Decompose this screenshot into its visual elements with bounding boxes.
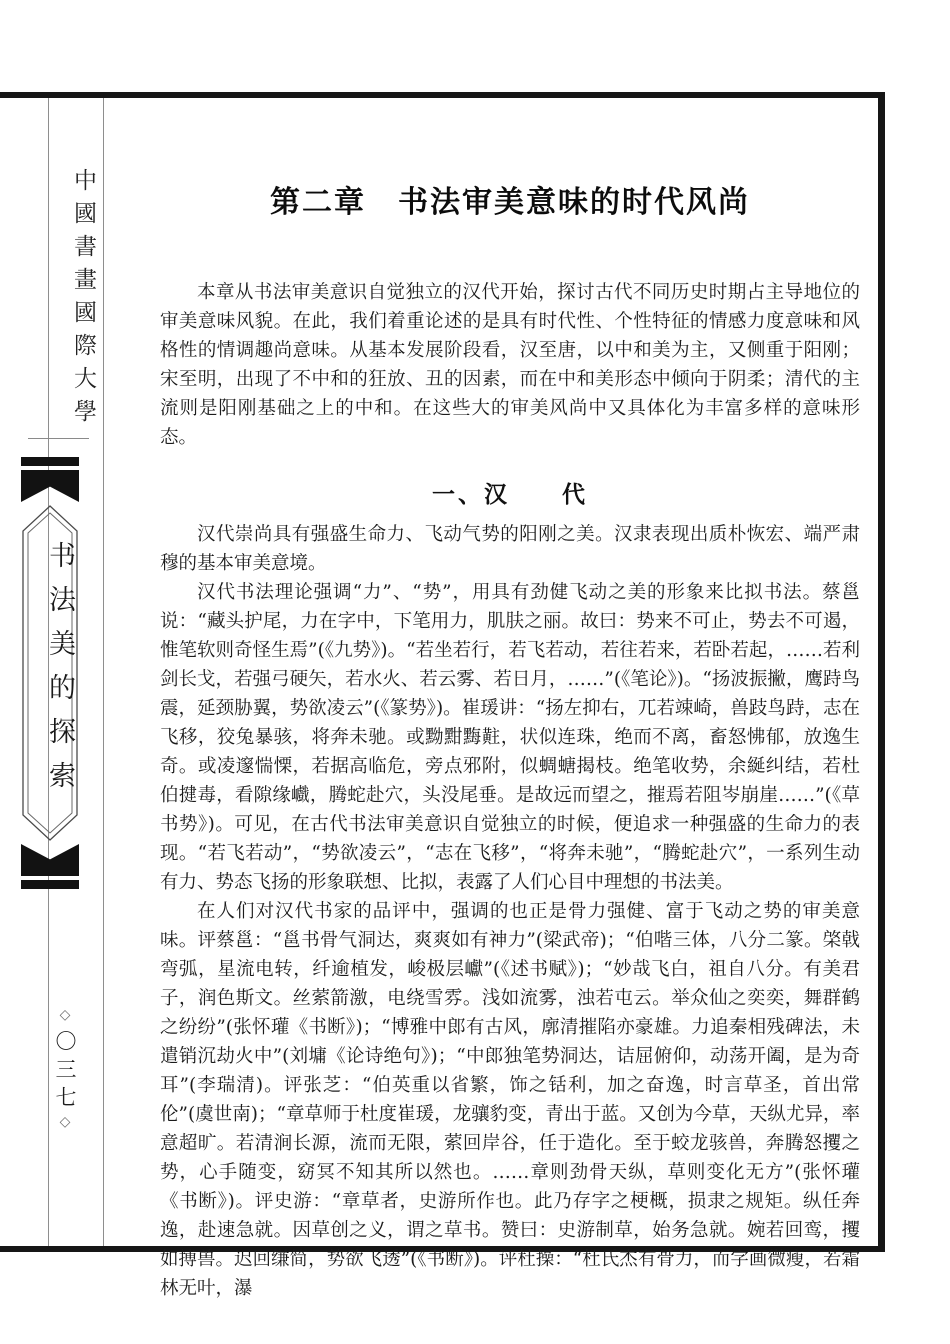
body-paragraph-1: 汉代崇尚具有强盛生命力、飞动气势的阳刚之美。汉隶表现出质朴恢宏、端严肃穆的基本审美意境。 [160, 524, 860, 574]
page-content [160, 98, 860, 1303]
sidebar-right-rule [103, 98, 104, 1246]
university-vertical-label: 中國書畫國際大學 [70, 168, 96, 432]
chapter-title: 第二章 书法审美意味的时代风尚 [270, 185, 750, 220]
banner-hexagon-box [21, 504, 79, 842]
series-spine-banner [21, 457, 79, 889]
banner-top-bar [21, 457, 79, 466]
diamond-icon: ◇ [57, 1114, 73, 1137]
folio-number [44, 1002, 80, 1142]
intro-paragraph: 本章从书法审美意识自觉独立的汉代开始，探讨古代不同历史时期占主导地位的审美意味风貌。在此，我们着重论述的是具有时代性、个性特征的情感力度意味和风格性的情调趣尚意味。从基本发展阶段看，汉至唐，以中和美为主，又侧重于阳刚；宋至明，出现了不中和的狂放、丑的因素，而在中和美形态中倾向于阴柔；清代的主流则是阳刚基础之上的中和。在这些大的审美风尚中又具体化为丰富多样的意味形态。 [160, 282, 860, 448]
banner-bottom-bar [21, 880, 79, 889]
folio-digits: 〇三七 [53, 1030, 77, 1114]
banner-ribbon-bottom [21, 844, 79, 876]
frame-right-bar [878, 92, 885, 1252]
section-heading: 一、汉 代 [432, 481, 588, 508]
book-title-vertical: 书法美的探索 [44, 541, 75, 805]
body-paragraph-3: 在人们对汉代书家的品评中，强调的也正是骨力强健、富于飞动之势的审美意味。评蔡邕：“邕书骨气洞达，爽爽如有神力”(梁武帝)；“伯喈三体，八分二篆。棨戟弯弧，星流电转，纤逾植发，峻极层巘”(《述书赋》)；“妙哉飞白，祖自八分。有美君子，润色斯文。丝萦箭激，电绕雪雰。浅如流雾，浊若屯云。举众仙之奕奕，舞群鹤之纷纷”(张怀瓘《书断》)；“博雅中郎有古风，廓清摧陷亦豪雄。力追秦相残碑法，未遣销沉劫火中”(刘墉《论诗绝句》)；“中郎独笔势洞达，诘屈俯仰，动荡开阖，是为奇耳”(李瑞清)。评张芝：“伯英重以省繁，饰之铦利，加之奋逸，时言草圣，首出常伦”(虞世南)；“章草师于杜度崔瑗，龙骧豹变，青出于蓝。又创为今草，天纵尤异，率意超旷。若清涧长源，流而无限，萦回岸谷，任于造化。至于蛟龙骇兽，奔腾怒攫之势，心手随变，窈冥不知其所以然也。……章则劲骨天纵，草则变化无方”(张怀瓘《书断》)。评史游：“章草者，史游所作也。此乃存字之梗概，损隶之规矩。纵任奔逸，赴速急就。因草创之义，谓之草书。赞曰：史游制草，始务急就。婉若回鸾，攫如搏兽。迟回缣简，势欲飞透”(《书断》)。评杜操：“杜氏杰有骨力，而字画微瘦，若霜林无叶，瀑 [160, 901, 860, 1299]
diamond-icon: ◇ [57, 1007, 73, 1030]
body-paragraph-2: 汉代书法理论强调“力”、“势”，用具有劲健飞动之美的形象来比拟书法。蔡邕说：“藏头护尾，力在字中，下笔用力，肌肤之丽。故曰：势来不可止，势去不可遏，惟笔软则奇怪生焉”(《九势》)。“若坐若行，若飞若动，若往若来，若卧若起，……若利剑长戈，若强弓硬矢，若水火、若云雾、若日月，……”(《笔论》)。“扬波振撇，鹰跱鸟震，延颈胁翼，势欲凌云”(《篆势》)。崔瑗讲：“扬左抑右，兀若竦崎，兽跂鸟跱，志在飞移，狡兔暴骇，将奔未驰。或黝黚黣黈，状似连珠，绝而不离，畜怒怫郁，放逸生奇。或凌邃惴慄，若据高临危，旁点邪附，似蜩螗揭枝。绝笔收势，余綖纠结，若杜伯揵毒，看隙缘巇，腾蛇赴穴，头没尾垂。是故远而望之，摧焉若阻岑崩崖……”(《草书势》)。可见，在古代书法审美意识自觉独立的时候，便追求一种强盛的生命力的表现。“若飞若动”，“势欲凌云”，“志在飞移”，“将奔未驰”，“腾蛇赴穴”，一系列生动有力、势态飞扬的形象联想、比拟，表露了人们心目中理想的书法美。 [160, 582, 860, 893]
banner-ribbon-top [21, 470, 79, 502]
